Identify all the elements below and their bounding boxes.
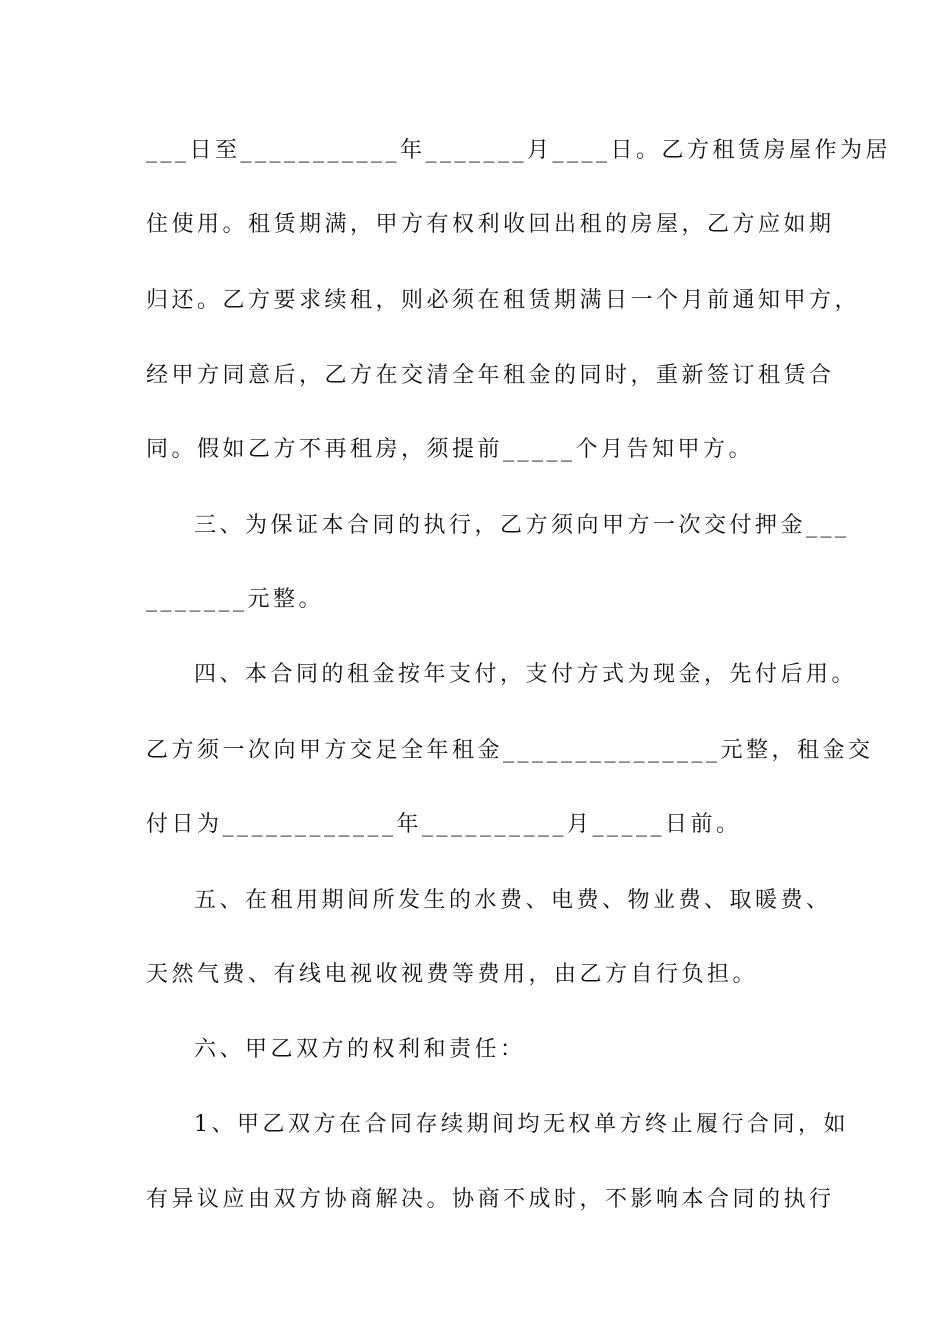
text-line: 同。假如乙方不再租房，须提前_____个月告知甲方。 — [146, 437, 755, 462]
text-line: 有异议应由双方协商解决。协商不成时，不影响本合同的执行 — [146, 1187, 835, 1212]
text-line: 归还。乙方要求续租，则必须在租赁期满日一个月前通知甲方， — [146, 288, 861, 313]
text-line: 经甲方同意后，乙方在交清全年租金的同时，重新签订租赁合 — [146, 363, 835, 388]
text-line: 天然气费、有线电视收视费等费用，由乙方自行负担。 — [146, 962, 759, 987]
text-line: 四、本合同的租金按年支付，支付方式为现金，先付后用。 — [194, 662, 858, 687]
text-line: 乙方须一次向甲方交足全年租金_______________元整，租金交 — [146, 738, 874, 763]
text-line: 1、甲乙双方在合同存续期间均无权单方终止履行合同，如 — [194, 1112, 849, 1137]
text-line: 付日为____________年__________月_____日前。 — [146, 812, 742, 837]
text-line: 住使用。租赁期满，甲方有权利收回出租的房屋，乙方应如期 — [146, 212, 835, 237]
text-line: ___日至___________年_______月____日。乙方租赁房屋作为居 — [146, 138, 892, 163]
text-line: 六、甲乙双方的权利和责任： — [194, 1037, 526, 1062]
text-line: 三、为保证本合同的执行，乙方须向甲方一次交付押金___ — [194, 513, 850, 538]
text-line: 五、在租用期间所发生的水费、电费、物业费、取暖费、 — [194, 888, 832, 913]
text-line: _______元整。 — [146, 587, 325, 612]
